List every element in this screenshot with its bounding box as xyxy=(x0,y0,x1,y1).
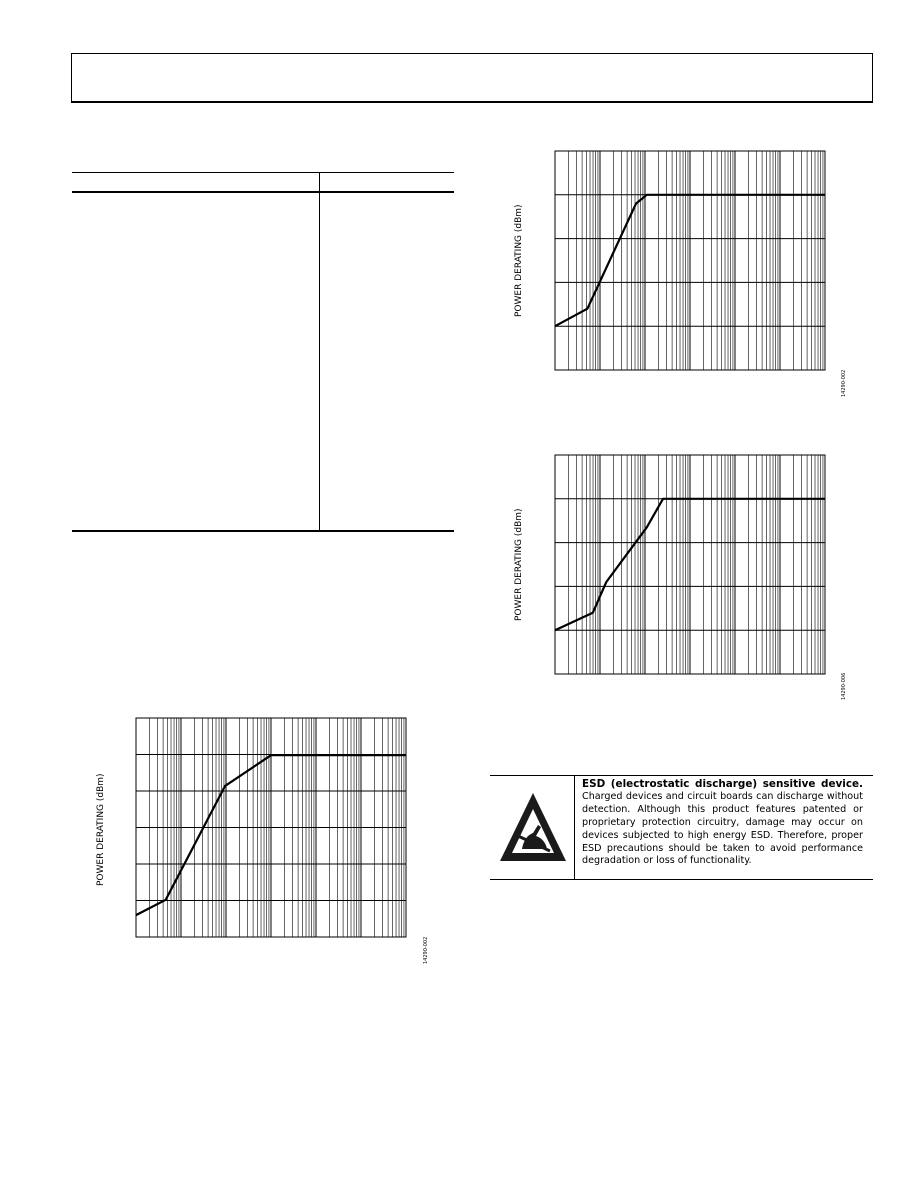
esd-title: ESD (electrostatic discharge) sensitive device. xyxy=(582,778,863,790)
power-derating-chart-bottom-left xyxy=(136,718,406,937)
power-derating-chart-top-right xyxy=(555,151,825,370)
esd-top-rule xyxy=(490,775,873,776)
esd-warning-icon xyxy=(498,791,568,863)
figure-code: 14290-002 xyxy=(423,936,429,964)
absolute-maximum-ratings-table xyxy=(72,172,454,532)
chart-y-axis-label: POWER DERATING (dBm) xyxy=(514,204,524,317)
page-header-box xyxy=(71,53,873,103)
esd-notice xyxy=(490,775,873,881)
esd-bottom-rule xyxy=(490,879,873,880)
power-derating-chart-middle-right xyxy=(555,455,825,674)
table-bottom-rule xyxy=(72,530,454,532)
esd-body: Charged devices and circuit boards can discharge without detection. Although this product features patented or proprietary protection circuitry, damage may occur on devices subjected to high energy ESD. Therefore, proper ESD precautions should be taken to avoid performance degradation or loss of functionality. xyxy=(582,790,863,867)
table-column-divider xyxy=(319,172,320,530)
table-header-rule xyxy=(72,191,454,193)
table-top-rule xyxy=(72,172,454,173)
esd-text-block xyxy=(582,778,863,868)
figure-code: 14290-006 xyxy=(841,672,847,700)
esd-divider xyxy=(574,775,575,880)
chart-y-axis-label: POWER DERATING (dBm) xyxy=(514,508,524,621)
figure-code: 14290-002 xyxy=(841,369,847,397)
chart-y-axis-label: POWER DERATING (dBm) xyxy=(96,773,106,886)
